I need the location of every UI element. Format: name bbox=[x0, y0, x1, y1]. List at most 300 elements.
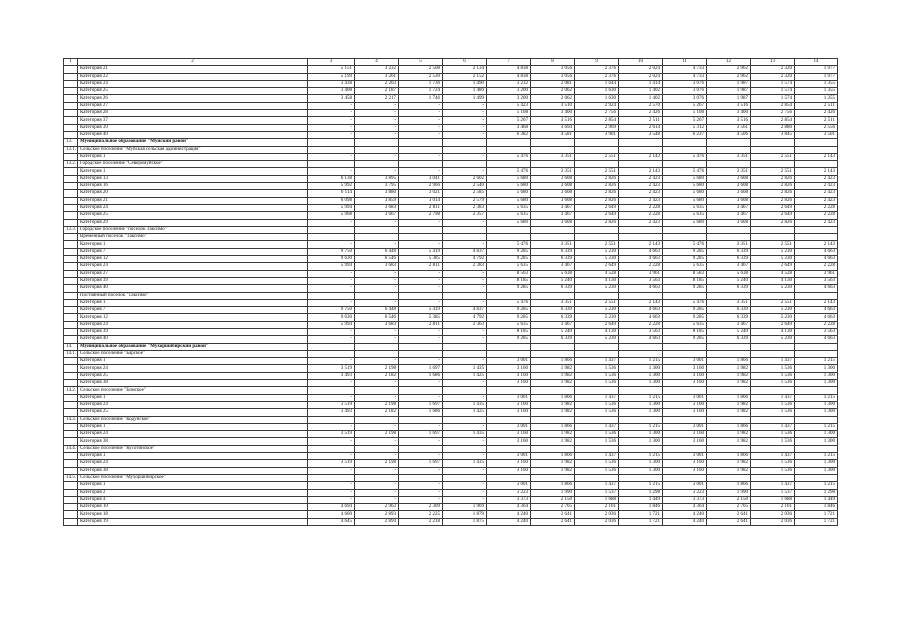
tariff-value-cell: 1 536 bbox=[575, 467, 619, 474]
tariff-value-cell bbox=[751, 139, 795, 146]
tariff-value-cell: - bbox=[443, 467, 487, 474]
tariff-value-cell: 5 476 bbox=[663, 241, 707, 248]
tariff-value-cell: 9 285 bbox=[663, 307, 707, 314]
row-number bbox=[64, 365, 78, 372]
tariff-value-cell: 2 363 bbox=[443, 321, 487, 328]
tariff-value-cell: 3 001 bbox=[663, 482, 707, 489]
tariff-value-cell: 1 574 bbox=[751, 95, 795, 102]
tariff-value-cell: 3 608 bbox=[707, 219, 751, 226]
column-number: 2 bbox=[78, 59, 308, 66]
tariff-value-cell bbox=[308, 445, 355, 452]
tariff-value-cell bbox=[619, 350, 663, 357]
tariff-value-cell: - bbox=[308, 489, 355, 496]
tariff-value-cell: 2 765 bbox=[531, 504, 575, 511]
tariff-value-cell: 4 240 bbox=[487, 518, 531, 525]
tariff-value-cell: 2 649 bbox=[751, 263, 795, 270]
tariff-value-cell: 3 438 bbox=[308, 80, 355, 87]
tariff-value-cell: 5 635 bbox=[487, 321, 531, 328]
tariff-value-cell: 1 355 bbox=[795, 88, 838, 95]
tariff-value-cell bbox=[707, 226, 751, 233]
tariff-value-cell: 5 680 bbox=[487, 183, 531, 190]
tariff-value-cell bbox=[399, 350, 443, 357]
tariff-value-cell: 2 423 bbox=[795, 197, 838, 204]
tariff-value-cell: 2 228 bbox=[619, 212, 663, 219]
tariff-value-cell: 1 697 bbox=[399, 365, 443, 372]
tariff-value-cell bbox=[443, 474, 487, 481]
tariff-value-cell: 1 300 bbox=[619, 438, 663, 445]
tariff-value-cell: 6 339 bbox=[531, 256, 575, 263]
tariff-value-cell: 2 826 bbox=[751, 190, 795, 197]
tariff-value-cell: - bbox=[308, 299, 355, 306]
tariff-value-cell: 1 300 bbox=[619, 460, 663, 467]
tariff-value-cell bbox=[487, 139, 531, 146]
tariff-value-cell bbox=[707, 416, 751, 423]
table-row bbox=[64, 190, 838, 197]
tariff-value-cell: 5 638 bbox=[531, 270, 575, 277]
tariff-value-cell: 1 697 bbox=[399, 460, 443, 467]
column-number: 10 bbox=[619, 59, 663, 66]
tariff-value-cell: 3 160 bbox=[663, 372, 707, 379]
row-name: Категория 7 bbox=[78, 307, 308, 314]
tariff-value-cell: 2 511 bbox=[619, 117, 663, 124]
tariff-value-cell: - bbox=[308, 168, 355, 175]
tariff-value-cell bbox=[575, 350, 619, 357]
tariff-value-cell bbox=[487, 226, 531, 233]
tariff-value-cell: 1 300 bbox=[795, 431, 838, 438]
tariff-value-cell: 2 649 bbox=[575, 212, 619, 219]
tariff-value-cell: 2 228 bbox=[619, 263, 663, 270]
tariff-value-cell: 9 630 bbox=[308, 256, 355, 263]
tariff-value-cell: 2 551 bbox=[575, 241, 619, 248]
tariff-table-page bbox=[63, 58, 837, 526]
tariff-value-cell: 1 355 bbox=[795, 95, 838, 102]
tariff-value-cell: 2 161 bbox=[751, 504, 795, 511]
tariff-value-cell: 6 339 bbox=[531, 314, 575, 321]
tariff-value-cell: 2 765 bbox=[707, 504, 751, 511]
tariff-value-cell: 5 230 bbox=[575, 336, 619, 343]
tariff-value-cell bbox=[355, 139, 399, 146]
tariff-value-cell bbox=[531, 416, 575, 423]
tariff-value-cell: 2 508 bbox=[399, 66, 443, 73]
tariff-value-cell: 8 563 bbox=[487, 270, 531, 277]
tariff-value-cell bbox=[795, 292, 838, 299]
table-row bbox=[64, 453, 838, 460]
row-name: Категория 24 bbox=[78, 80, 308, 87]
tariff-value-cell bbox=[707, 234, 751, 241]
tariff-value-cell: 3 056 bbox=[531, 66, 575, 73]
tariff-value-cell: 3 351 bbox=[707, 241, 751, 248]
tariff-value-cell: 4 660 bbox=[308, 511, 355, 518]
row-number bbox=[64, 110, 78, 117]
tariff-value-cell: 2 893 bbox=[355, 511, 399, 518]
tariff-value-cell: 2 551 bbox=[575, 153, 619, 160]
tariff-value-cell: 2 383 bbox=[443, 263, 487, 270]
tariff-value-cell: 1 982 bbox=[707, 380, 751, 387]
tariff-value-cell bbox=[487, 387, 531, 394]
tariff-value-cell: 3 608 bbox=[707, 175, 751, 182]
tariff-value-cell bbox=[531, 350, 575, 357]
row-number bbox=[64, 489, 78, 496]
tariff-value-cell: 6 339 bbox=[531, 336, 575, 343]
tariff-value-cell bbox=[575, 161, 619, 168]
row-name: Категория 21 bbox=[78, 197, 308, 204]
tariff-value-cell: 1 536 bbox=[751, 380, 795, 387]
tariff-value-cell: 4 130 bbox=[575, 328, 619, 335]
tariff-value-cell: 6 339 bbox=[531, 307, 575, 314]
tariff-value-cell: 5 385 bbox=[399, 314, 443, 321]
tariff-value-cell: 2 150 bbox=[531, 496, 575, 503]
tariff-value-cell bbox=[443, 343, 487, 350]
tariff-value-cell: 1 574 bbox=[751, 80, 795, 87]
tariff-value-cell: - bbox=[355, 482, 399, 489]
tariff-value-cell: 9 750 bbox=[308, 307, 355, 314]
tariff-value-cell: 5 476 bbox=[663, 153, 707, 160]
tariff-value-cell: 2 198 bbox=[355, 401, 399, 408]
tariff-value-cell: - bbox=[399, 102, 443, 109]
tariff-value-cell: 6 339 bbox=[707, 285, 751, 292]
tariff-value-cell: 1 536 bbox=[575, 409, 619, 416]
tariff-value-cell bbox=[575, 387, 619, 394]
tariff-value-cell: 3 160 bbox=[487, 438, 531, 445]
tariff-value-cell: - bbox=[399, 467, 443, 474]
tariff-value-cell: 1 425 bbox=[443, 372, 487, 379]
tariff-value-cell: 5 423 bbox=[487, 102, 531, 109]
tariff-value-cell: 2 962 bbox=[707, 73, 751, 80]
tariff-value-cell: 2 530 bbox=[399, 73, 443, 80]
tariff-value-cell: - bbox=[355, 328, 399, 335]
tariff-value-cell: 3 467 bbox=[707, 321, 751, 328]
tariff-value-cell: 1 982 bbox=[531, 467, 575, 474]
tariff-value-cell: - bbox=[443, 124, 487, 131]
tariff-value-cell bbox=[443, 387, 487, 394]
tariff-value-cell: 6 546 bbox=[355, 256, 399, 263]
tariff-value-cell bbox=[707, 350, 751, 357]
tariff-value-cell: 5 230 bbox=[575, 248, 619, 255]
tariff-value-cell: 2 024 bbox=[619, 73, 663, 80]
tariff-value-cell: 1 987 bbox=[707, 80, 751, 87]
tariff-value-cell bbox=[795, 474, 838, 481]
subsection-row bbox=[64, 474, 838, 481]
tariff-value-cell: - bbox=[308, 394, 355, 401]
tariff-value-cell: 3 563 bbox=[795, 328, 838, 335]
tariff-value-cell bbox=[619, 416, 663, 423]
tariff-value-cell: - bbox=[355, 102, 399, 109]
tariff-value-cell bbox=[619, 226, 663, 233]
tariff-value-cell: 4 733 bbox=[663, 73, 707, 80]
row-name: Категория 1 bbox=[78, 423, 308, 430]
tariff-value-cell: 1 686 bbox=[399, 409, 443, 416]
tariff-value-cell: 4 838 bbox=[487, 66, 531, 73]
tariff-value-cell bbox=[751, 161, 795, 168]
tariff-value-cell: - bbox=[399, 496, 443, 503]
section-row bbox=[64, 343, 838, 350]
tariff-value-cell bbox=[399, 146, 443, 153]
row-number bbox=[64, 248, 78, 255]
tariff-value-cell: - bbox=[308, 496, 355, 503]
tariff-value-cell: 3 458 bbox=[308, 95, 355, 102]
tariff-value-cell: 2 152 bbox=[443, 73, 487, 80]
tariff-value-cell: 2 579 bbox=[443, 197, 487, 204]
tariff-value-cell: 2 143 bbox=[619, 299, 663, 306]
tariff-value-cell bbox=[399, 139, 443, 146]
tariff-value-cell: 1 300 bbox=[795, 372, 838, 379]
tariff-value-cell: 1 300 bbox=[795, 467, 838, 474]
tariff-value-cell: - bbox=[443, 241, 487, 248]
tariff-value-cell: 2 585 bbox=[443, 190, 487, 197]
tariff-value-cell: 3 351 bbox=[707, 153, 751, 160]
tariff-value-cell bbox=[619, 292, 663, 299]
row-name: Категория 1 bbox=[78, 358, 308, 365]
row-name: Категория 25 bbox=[78, 409, 308, 416]
row-name: Сельское поселение "Муйская сельская администрация" bbox=[78, 146, 308, 153]
tariff-value-cell: 3 467 bbox=[531, 212, 575, 219]
tariff-value-cell: 2 217 bbox=[355, 95, 399, 102]
row-number bbox=[64, 285, 78, 292]
tariff-value-cell bbox=[531, 292, 575, 299]
tariff-value-cell: 3 200 bbox=[487, 95, 531, 102]
tariff-value-cell: 9 750 bbox=[308, 248, 355, 255]
tariff-value-cell: 4 364 bbox=[487, 504, 531, 511]
row-name: Категория 40 bbox=[78, 285, 308, 292]
tariff-value-cell: - bbox=[443, 438, 487, 445]
tariff-value-cell: 3 076 bbox=[663, 95, 707, 102]
row-number bbox=[64, 88, 78, 95]
table-row bbox=[64, 328, 838, 335]
tariff-value-cell bbox=[308, 292, 355, 299]
tariff-value-cell: - bbox=[355, 270, 399, 277]
tariff-value-cell: 2 426 bbox=[619, 110, 663, 117]
tariff-value-cell bbox=[308, 161, 355, 168]
row-number bbox=[64, 277, 78, 284]
table-row bbox=[64, 401, 838, 408]
tariff-value-cell bbox=[619, 387, 663, 394]
tariff-value-cell bbox=[355, 161, 399, 168]
tariff-value-cell: 3 001 bbox=[663, 453, 707, 460]
tariff-value-cell: 1 300 bbox=[619, 409, 663, 416]
tariff-value-cell: - bbox=[355, 131, 399, 138]
tariff-value-cell bbox=[487, 343, 531, 350]
tariff-value-cell: - bbox=[399, 394, 443, 401]
row-number bbox=[64, 504, 78, 511]
tariff-value-cell: 1 355 bbox=[795, 80, 838, 87]
tariff-value-cell: 3 519 bbox=[308, 460, 355, 467]
tariff-value-cell bbox=[443, 234, 487, 241]
tariff-value-cell: 2 756 bbox=[751, 110, 795, 117]
tariff-value-cell bbox=[399, 387, 443, 394]
row-name: Категория 24 bbox=[78, 401, 308, 408]
tariff-value-cell: 3 895 bbox=[355, 175, 399, 182]
tariff-value-cell: 2 426 bbox=[795, 110, 838, 117]
tariff-value-cell: - bbox=[399, 336, 443, 343]
tariff-value-cell: - bbox=[399, 168, 443, 175]
tariff-value-cell: - bbox=[308, 153, 355, 160]
table-row bbox=[64, 175, 838, 182]
tariff-value-cell: 4 733 bbox=[663, 66, 707, 73]
tariff-value-cell: 1 866 bbox=[531, 453, 575, 460]
row-number bbox=[64, 183, 78, 190]
tariff-value-cell: - bbox=[355, 241, 399, 248]
tariff-value-cell: 2 551 bbox=[575, 299, 619, 306]
tariff-value-cell: 5 312 bbox=[663, 124, 707, 131]
tariff-value-cell: 6 098 bbox=[308, 197, 355, 204]
tariff-value-cell: 3 516 bbox=[531, 117, 575, 124]
tariff-value-cell: 1 300 bbox=[619, 401, 663, 408]
tariff-value-cell: 8 185 bbox=[663, 328, 707, 335]
table-row bbox=[64, 431, 838, 438]
tariff-value-cell: 2 143 bbox=[795, 168, 838, 175]
row-number: 14. bbox=[64, 343, 78, 350]
tariff-value-cell: 5 108 bbox=[487, 110, 531, 117]
tariff-value-cell bbox=[751, 343, 795, 350]
tariff-value-cell bbox=[795, 139, 838, 146]
tariff-value-cell: - bbox=[308, 453, 355, 460]
table-row bbox=[64, 409, 838, 416]
subsection-row bbox=[64, 146, 838, 153]
tariff-value-cell: 9 285 bbox=[663, 248, 707, 255]
row-name: Категория 21 bbox=[78, 66, 308, 73]
column-number: 8 bbox=[531, 59, 575, 66]
tariff-value-cell: - bbox=[355, 285, 399, 292]
tariff-value-cell: 1 425 bbox=[443, 409, 487, 416]
tariff-value-cell: 1 449 bbox=[619, 496, 663, 503]
row-name: Городское поселение "Северомуйское" bbox=[78, 161, 308, 168]
table-row bbox=[64, 358, 838, 365]
tariff-value-cell: 1 536 bbox=[751, 438, 795, 445]
tariff-value-cell: 2 383 bbox=[443, 204, 487, 211]
tariff-value-cell: - bbox=[399, 423, 443, 430]
tariff-value-cell: 2 228 bbox=[795, 263, 838, 270]
tariff-value-cell: 1 215 bbox=[795, 394, 838, 401]
row-number bbox=[64, 380, 78, 387]
table-row bbox=[64, 248, 838, 255]
tariff-value-cell bbox=[707, 343, 751, 350]
subsection-row bbox=[64, 350, 838, 357]
tariff-value-cell: - bbox=[443, 131, 487, 138]
tariff-value-cell: 3 548 bbox=[619, 131, 663, 138]
tariff-value-cell: 2 649 bbox=[575, 204, 619, 211]
tariff-value-cell: 2 798 bbox=[399, 212, 443, 219]
tariff-value-cell: 2 024 bbox=[619, 66, 663, 73]
tariff-value-cell: 1 721 bbox=[795, 511, 838, 518]
tariff-value-cell bbox=[575, 416, 619, 423]
tariff-value-cell: 3 160 bbox=[487, 372, 531, 379]
table-row bbox=[64, 241, 838, 248]
tariff-value-cell: 3 014 bbox=[399, 197, 443, 204]
tariff-value-cell: 2 357 bbox=[443, 212, 487, 219]
row-name: Категория 12 bbox=[78, 256, 308, 263]
tariff-value-cell bbox=[399, 416, 443, 423]
tariff-value-cell: 2 036 bbox=[751, 511, 795, 518]
tariff-value-cell: 2 641 bbox=[707, 518, 751, 525]
tariff-value-cell: - bbox=[443, 277, 487, 284]
tariff-value-cell: 3 351 bbox=[531, 153, 575, 160]
row-name: Категория 40 bbox=[78, 336, 308, 343]
section-row bbox=[64, 139, 838, 146]
table-row bbox=[64, 73, 838, 80]
tariff-value-cell bbox=[751, 445, 795, 452]
tariff-value-cell: 3 351 bbox=[707, 299, 751, 306]
tariff-value-cell: 2 649 bbox=[575, 321, 619, 328]
table-row bbox=[64, 102, 838, 109]
tariff-value-cell: 3 351 bbox=[531, 168, 575, 175]
tariff-value-cell: 9 285 bbox=[487, 307, 531, 314]
tariff-value-cell: 3 400 bbox=[707, 110, 751, 117]
tariff-value-cell: 2 826 bbox=[575, 219, 619, 226]
tariff-value-cell: 3 160 bbox=[487, 380, 531, 387]
tariff-value-cell: 3 608 bbox=[531, 190, 575, 197]
tariff-value-cell: 3 160 bbox=[663, 460, 707, 467]
tariff-value-cell: 3 608 bbox=[707, 190, 751, 197]
tariff-value-cell: 2 966 bbox=[399, 183, 443, 190]
tariff-value-cell: - bbox=[308, 124, 355, 131]
tariff-value-cell: 3 563 bbox=[795, 277, 838, 284]
tariff-value-cell: 2 225 bbox=[399, 511, 443, 518]
tariff-value-cell: 1 688 bbox=[751, 496, 795, 503]
tariff-value-cell: 3 351 bbox=[531, 299, 575, 306]
tariff-value-cell: - bbox=[355, 117, 399, 124]
tariff-value-cell: 2 423 bbox=[619, 190, 663, 197]
tariff-value-cell: 3 694 bbox=[531, 124, 575, 131]
tariff-value-cell bbox=[443, 292, 487, 299]
tariff-value-cell bbox=[663, 474, 707, 481]
tariff-value-cell: 2 641 bbox=[707, 511, 751, 518]
tariff-value-cell: 6 339 bbox=[707, 307, 751, 314]
tariff-value-cell: 4 528 bbox=[575, 270, 619, 277]
tariff-value-cell: - bbox=[443, 453, 487, 460]
tariff-value-cell: 3 467 bbox=[531, 263, 575, 270]
tariff-value-cell: 2 826 bbox=[575, 183, 619, 190]
tariff-value-cell: 3 608 bbox=[531, 183, 575, 190]
tariff-value-cell: - bbox=[308, 328, 355, 335]
row-name: Сельское поселение "Бомское" bbox=[78, 387, 308, 394]
tariff-value-cell: 9 630 bbox=[308, 314, 355, 321]
tariff-value-cell: 2 551 bbox=[751, 299, 795, 306]
column-number: 14 bbox=[795, 59, 838, 66]
tariff-value-cell: - bbox=[399, 241, 443, 248]
tariff-value-cell bbox=[443, 161, 487, 168]
tariff-value-cell bbox=[619, 161, 663, 168]
row-name: Категория 28 bbox=[78, 110, 308, 117]
tariff-value-cell bbox=[355, 416, 399, 423]
tariff-value-cell: 1 982 bbox=[707, 438, 751, 445]
tariff-value-cell bbox=[663, 416, 707, 423]
tariff-value-cell bbox=[795, 350, 838, 357]
tariff-value-cell: 1 697 bbox=[399, 401, 443, 408]
table-row bbox=[64, 365, 838, 372]
column-number: 6 bbox=[443, 59, 487, 66]
tariff-value-cell: - bbox=[308, 117, 355, 124]
tariff-value-cell: 3 467 bbox=[707, 212, 751, 219]
tariff-value-cell: 3 001 bbox=[663, 423, 707, 430]
tariff-value-cell bbox=[531, 343, 575, 350]
tariff-value-cell: 5 476 bbox=[663, 168, 707, 175]
tariff-value-cell bbox=[487, 416, 531, 423]
table-row bbox=[64, 496, 838, 503]
row-number bbox=[64, 314, 78, 321]
tariff-value-cell bbox=[575, 474, 619, 481]
tariff-value-cell: 3 001 bbox=[487, 482, 531, 489]
tariff-value-cell: - bbox=[355, 423, 399, 430]
tariff-value-cell: 1 300 bbox=[795, 401, 838, 408]
tariff-value-cell: 2 228 bbox=[795, 212, 838, 219]
tariff-value-cell: 3 468 bbox=[487, 124, 531, 131]
table-row bbox=[64, 183, 838, 190]
tariff-value-cell bbox=[795, 343, 838, 350]
tariff-value-cell: 1 746 bbox=[399, 95, 443, 102]
tariff-value-cell bbox=[443, 226, 487, 233]
tariff-value-cell: 3 961 bbox=[795, 270, 838, 277]
subsection-row bbox=[64, 234, 838, 241]
